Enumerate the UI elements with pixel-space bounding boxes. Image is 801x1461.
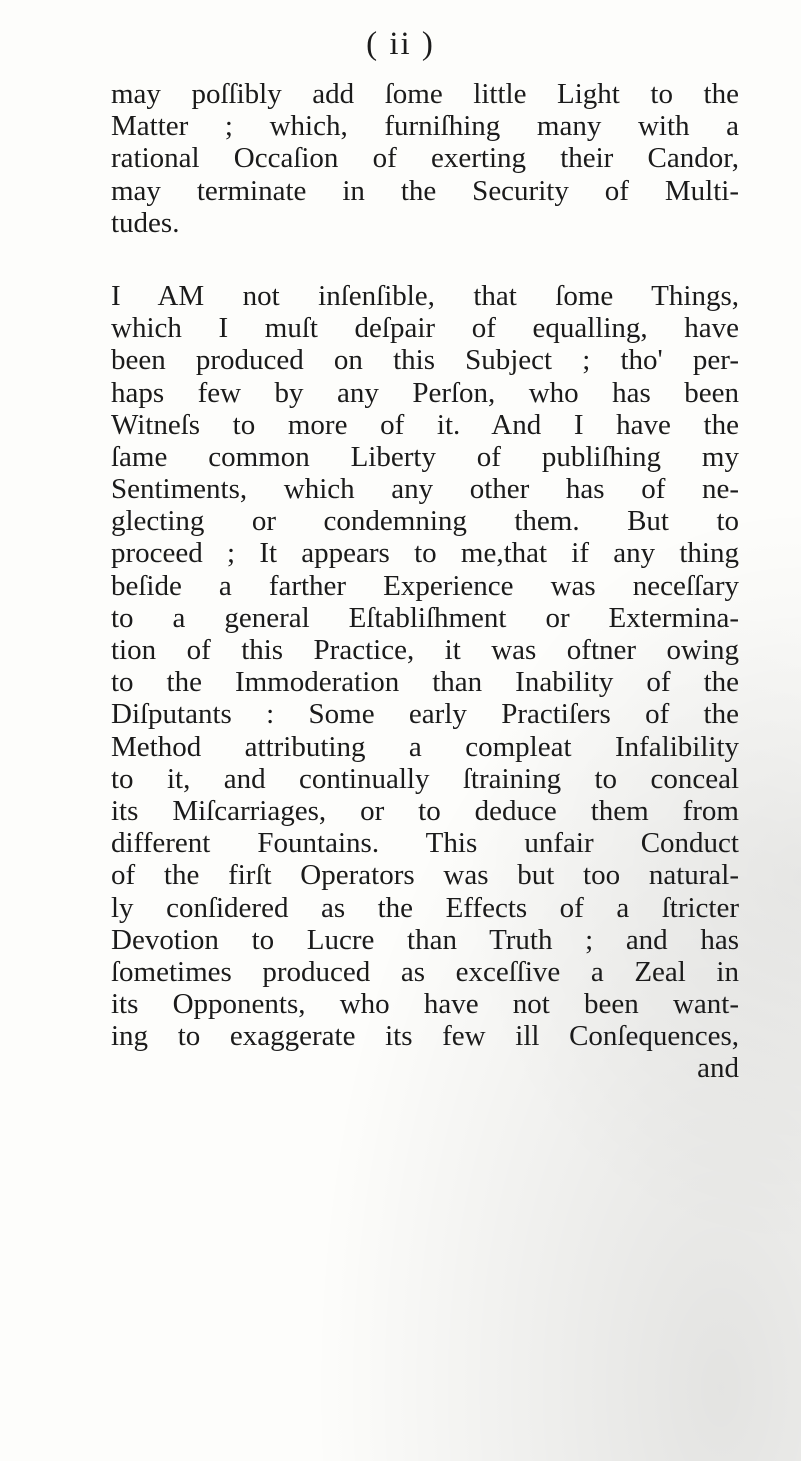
text-line: Sentiments, which any other has of ne- (111, 473, 739, 506)
text-line: I AM not inſenſible, that ſome Things, (111, 279, 739, 312)
text-line: ly conſidered as the Effects of a ſtricter (111, 891, 739, 924)
text-line: tion of this Practice, it was oftner owing (111, 634, 739, 666)
text-line: to a general Eſtabliſhment or Extermina- (111, 601, 739, 634)
paragraph-gap (111, 239, 739, 280)
text-line: rational Occaſion of exerting their Candor, (111, 142, 739, 175)
text-line: ſame common Liberty of publiſhing my (111, 440, 739, 473)
text-line: which I muſt deſpair of equalling, have (111, 312, 739, 345)
text-line: Devotion to Lucre than Truth ; and has (111, 923, 739, 956)
text-line: may poſſibly add ſome little Light to the (111, 78, 739, 110)
paragraph-2 (111, 280, 739, 1053)
paragraph-1 (111, 78, 739, 239)
body-text (111, 78, 739, 1085)
text-line: different Fountains. This unfair Conduct (111, 827, 739, 860)
text-line: may terminate in the Security of Multi- (111, 174, 739, 207)
text-line: tudes. (111, 206, 180, 239)
text-line: glecting or condemning them. But to (111, 505, 739, 538)
text-line: ing to exaggerate its few ill Conſequences, (111, 1020, 739, 1053)
catchword: and (697, 1052, 739, 1085)
text-line: of the firſt Operators was but too natural- (111, 859, 739, 892)
text-line: Matter ; which, furniſhing many with a (111, 110, 739, 143)
text-line: ſometimes produced as exceſſive a Zeal in (111, 955, 739, 988)
text-line: been produced on this Subject ; tho' per- (111, 344, 739, 377)
text-line: haps few by any Perſon, who has been (111, 376, 739, 409)
text-line: Method attributing a compleat Infalibility (111, 730, 739, 763)
text-line: its Miſcarriages, or to deduce them from (111, 794, 739, 827)
text-line: proceed ; It appears to me,that if any thing (111, 537, 739, 570)
text-line: Witneſs to more of it. And I have the (111, 408, 739, 441)
text-line: to it, and continually ſtraining to conceal (111, 762, 739, 795)
page-number: ( ii ) (366, 26, 435, 62)
text-line: to the Immoderation than Inability of the (111, 666, 739, 699)
text-line: Diſputants : Some early Practiſers of the (111, 698, 739, 731)
text-line: beſide a farther Experience was neceſſary (111, 569, 739, 602)
text-line: its Opponents, who have not been want- (111, 988, 739, 1021)
